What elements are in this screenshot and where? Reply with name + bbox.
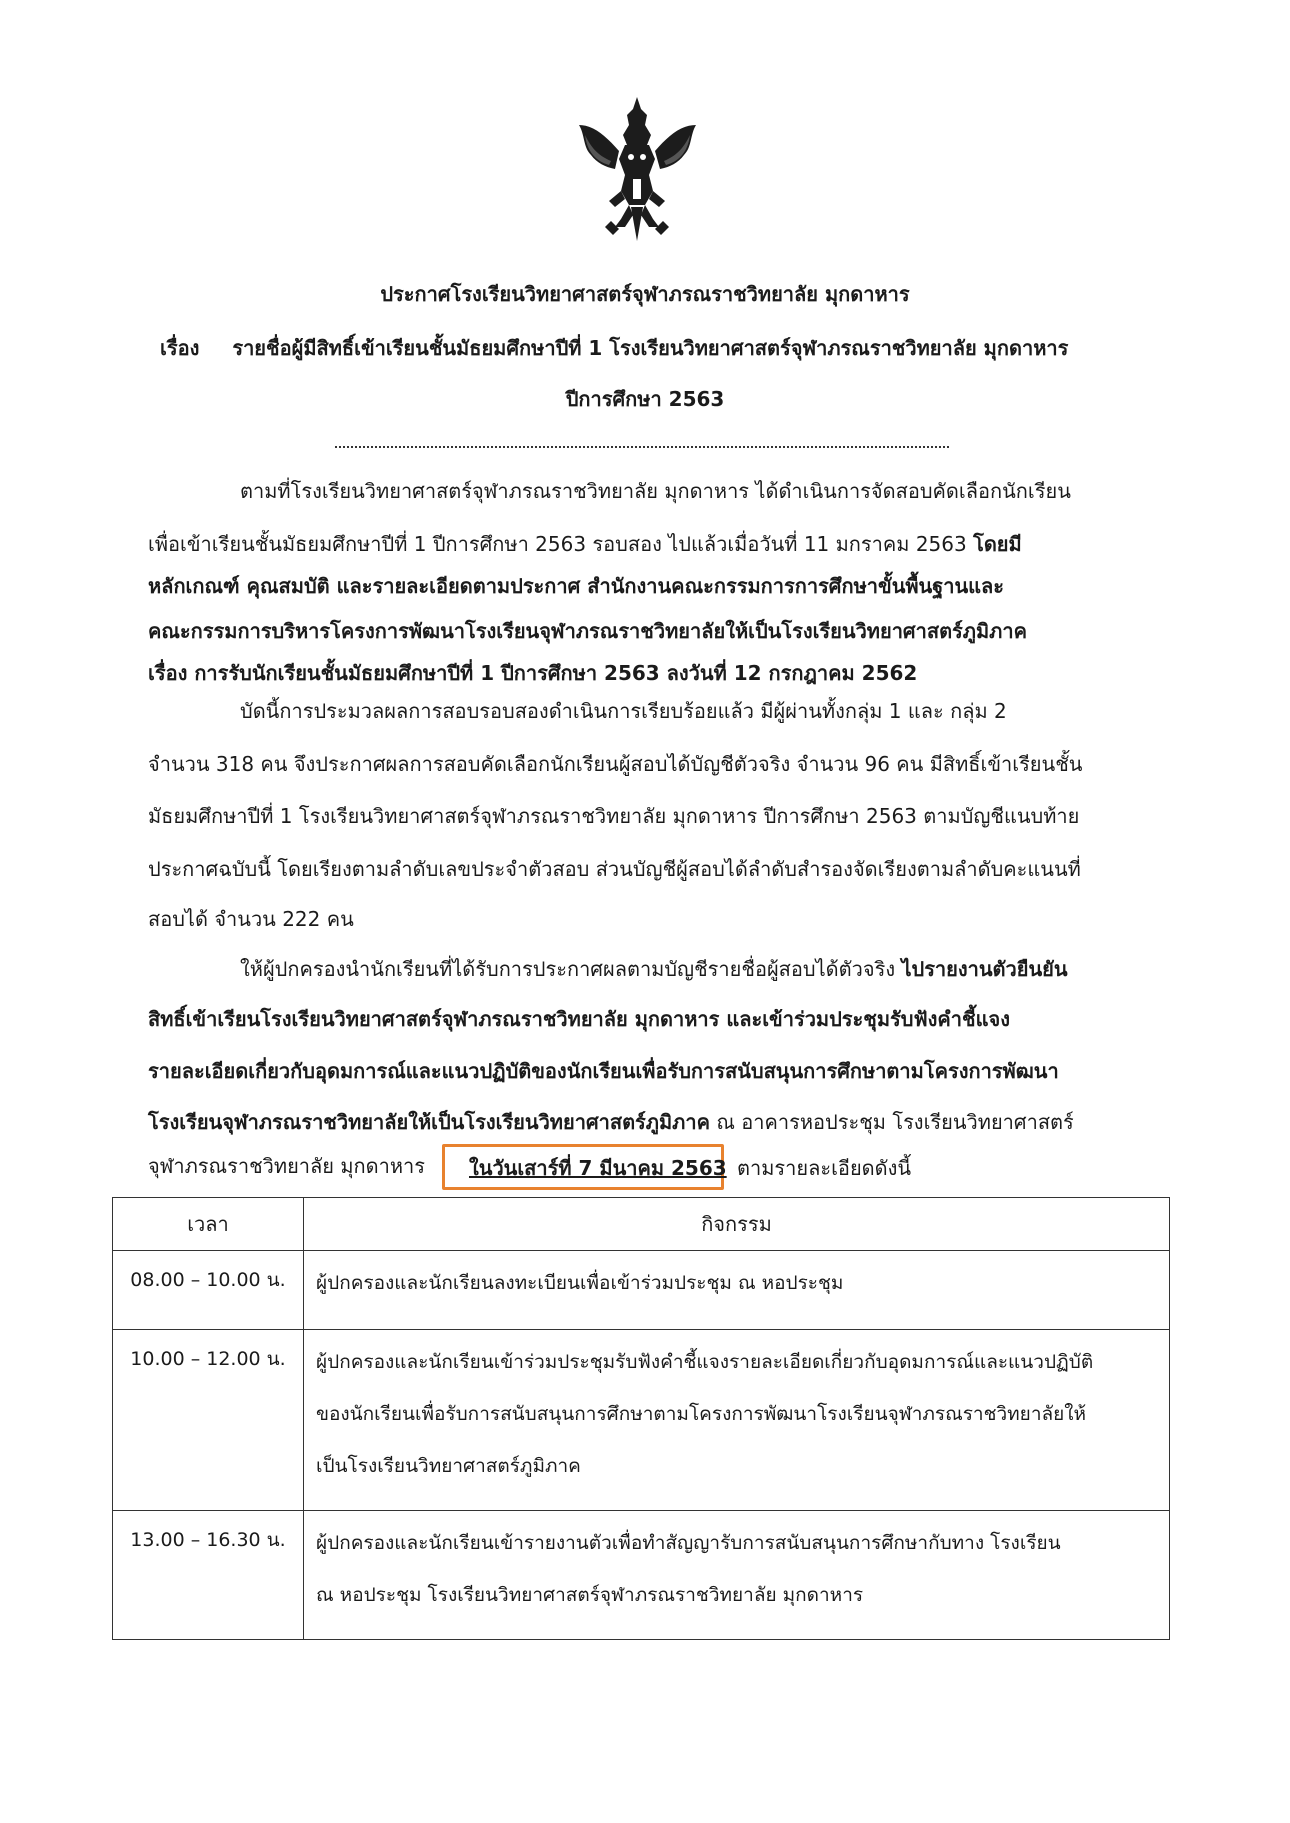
p1-line-2-bold: โดยมี bbox=[973, 532, 1022, 556]
schedule-intro: ตามรายละเอียดดังนี้ bbox=[737, 1156, 912, 1180]
paragraph-3-line-1 bbox=[240, 955, 1138, 983]
paragraph-1-line-5: เรื่อง การรับนักเรียนชั้นมัธยมศึกษาปีที่ 1 ปีการศึกษา 2563 ลงวันที่ 12 กรกฎาคม 2562 bbox=[148, 661, 918, 685]
schedule-table bbox=[112, 1197, 1170, 1640]
paragraph-3-line-2: สิทธิ์เข้าเรียนโรงเรียนวิทยาศาสตร์จุฬาภรณราชวิทยาลัย มุกดาหาร และเข้าร่วมประชุมรับฟังคำชี้แจง bbox=[148, 1007, 1010, 1031]
p3-line-1-bold: ไปรายงานตัวยืนยัน bbox=[901, 957, 1068, 981]
paragraph-3-line-5: จุฬาภรณราชวิทยาลัย มุกดาหาร bbox=[148, 1154, 426, 1178]
row-time: 13.00 – 16.30 น. bbox=[113, 1511, 304, 1640]
announcement-title: ประกาศโรงเรียนวิทยาศาสตร์จุฬาภรณราชวิทยาลัย มุกดาหาร bbox=[380, 282, 910, 306]
paragraph-1-line-3: หลักเกณฑ์ คุณสมบัติ และรายละเอียดตามประกาศ สำนักงานคณะกรรมการการศึกษาขั้นพื้นฐานและ bbox=[148, 574, 1005, 598]
table-row bbox=[113, 1251, 1170, 1330]
paragraph-3-line-3: รายละเอียดเกี่ยวกับอุดมการณ์และแนวปฏิบัติของนักเรียนเพื่อรับการสนับสนุนการศึกษาตามโครงการพัฒนา bbox=[148, 1059, 1059, 1083]
subject-text: รายชื่อผู้มีสิทธิ์เข้าเรียนชั้นมัธยมศึกษาปีที่ 1 โรงเรียนวิทยาศาสตร์จุฬาภรณราชวิทยาลัย มุกดาหาร bbox=[232, 336, 1069, 360]
paragraph-2-line-1: บัดนี้การประมวลผลการสอบรอบสองดำเนินการเรียบร้อยแล้ว มีผู้ผ่านทั้งกลุ่ม 1 และ กลุ่ม 2 bbox=[240, 699, 1007, 723]
row-time: 08.00 – 10.00 น. bbox=[113, 1251, 304, 1330]
paragraph-2-line-3: มัธยมศึกษาปีที่ 1 โรงเรียนวิทยาศาสตร์จุฬาภรณราชวิทยาลัย มุกดาหาร ปีการศึกษา 2563 ตามบัญชีแนบท้าย bbox=[148, 804, 1080, 828]
table-header-row bbox=[113, 1198, 1170, 1251]
activity-line: ผู้ปกครองและนักเรียนเข้าร่วมประชุมรับฟังคำชี้แจงรายละเอียดเกี่ยวกับอุดมการณ์และแนวปฏิบัติ bbox=[316, 1351, 1094, 1373]
dotted-divider bbox=[335, 446, 949, 448]
header-time: เวลา bbox=[113, 1198, 304, 1251]
paragraph-2-line-2: จำนวน 318 คน จึงประกาศผลการสอบคัดเลือกนักเรียนผู้สอบได้บัญชีตัวจริง จำนวน 96 คน มีสิทธิ์เข้าเรียนชั้น bbox=[148, 752, 1083, 776]
paragraph-3-line-4 bbox=[148, 1108, 1138, 1136]
p3-line-1-text: ให้ผู้ปกครองนำนักเรียนที่ได้รับการประกาศผลตามบัญชีรายชื่อผู้สอบได้ตัวจริง bbox=[240, 957, 896, 981]
announcement-subject bbox=[160, 332, 1068, 364]
p3-line-4-bold: โรงเรียนจุฬาภรณราชวิทยาลัยให้เป็นโรงเรียนวิทยาศาสตร์ภูมิภาค bbox=[148, 1110, 710, 1134]
paragraph-2-line-4: ประกาศฉบับนี้ โดยเรียงตามลำดับเลขประจำตัวสอบ ส่วนบัญชีผู้สอบได้ลำดับสำรองจัดเรียงตามลำดับคะแนนที่ bbox=[148, 857, 1081, 881]
paragraph-1-line-4: คณะกรรมการบริหารโครงการพัฒนาโรงเรียนจุฬาภรณราชวิทยาลัยให้เป็นโรงเรียนวิทยาศาสตร์ภูมิภาค bbox=[148, 619, 1027, 643]
meeting-date: ในวันเสาร์ที่ 7 มีนาคม 2563 bbox=[469, 1156, 727, 1180]
activity-line: ณ หอประชุม โรงเรียนวิทยาศาสตร์จุฬาภรณราชวิทยาลัย มุกดาหาร bbox=[316, 1584, 864, 1606]
row-activity bbox=[304, 1330, 1170, 1511]
p3-line-4-text: ณ อาคารหอประชุม โรงเรียนวิทยาศาสตร์ bbox=[716, 1110, 1074, 1134]
activity-line: เป็นโรงเรียนวิทยาศาสตร์ภูมิภาค bbox=[316, 1455, 581, 1477]
paragraph-1-line-2 bbox=[148, 530, 1138, 558]
paragraph-2-line-5: สอบได้ จำนวน 222 คน bbox=[148, 907, 354, 931]
p1-line-2-text: เพื่อเข้าเรียนชั้นมัธยมศึกษาปีที่ 1 ปีการศึกษา 2563 รอบสอง ไปแล้วเมื่อวันที่ 11 มกราคม 2563 bbox=[148, 532, 967, 556]
paragraph-1-line-1: ตามที่โรงเรียนวิทยาศาสตร์จุฬาภรณราชวิทยาลัย มุกดาหาร ได้ดำเนินการจัดสอบคัดเลือกนักเรียน bbox=[240, 479, 1071, 503]
activity-line: ของนักเรียนเพื่อรับการสนับสนุนการศึกษาตามโครงการพัฒนาโรงเรียนจุฬาภรณราชวิทยาลัยให้ bbox=[316, 1403, 1087, 1425]
header-activity: กิจกรรม bbox=[304, 1198, 1170, 1251]
garuda-emblem-icon bbox=[575, 95, 700, 245]
row-activity bbox=[304, 1511, 1170, 1640]
activity-line: ผู้ปกครองและนักเรียนลงทะเบียนเพื่อเข้าร่วมประชุม ณ หอประชุม bbox=[316, 1272, 844, 1294]
table-row bbox=[113, 1330, 1170, 1511]
activity-line: ผู้ปกครองและนักเรียนเข้ารายงานตัวเพื่อทำสัญญารับการสนับสนุนการศึกษากับทาง โรงเรียน bbox=[316, 1532, 1061, 1554]
row-activity bbox=[304, 1251, 1170, 1330]
table-row bbox=[113, 1511, 1170, 1640]
subject-label: เรื่อง bbox=[160, 336, 200, 360]
academic-year: ปีการศึกษา 2563 bbox=[565, 387, 725, 411]
row-time: 10.00 – 12.00 น. bbox=[113, 1330, 304, 1511]
